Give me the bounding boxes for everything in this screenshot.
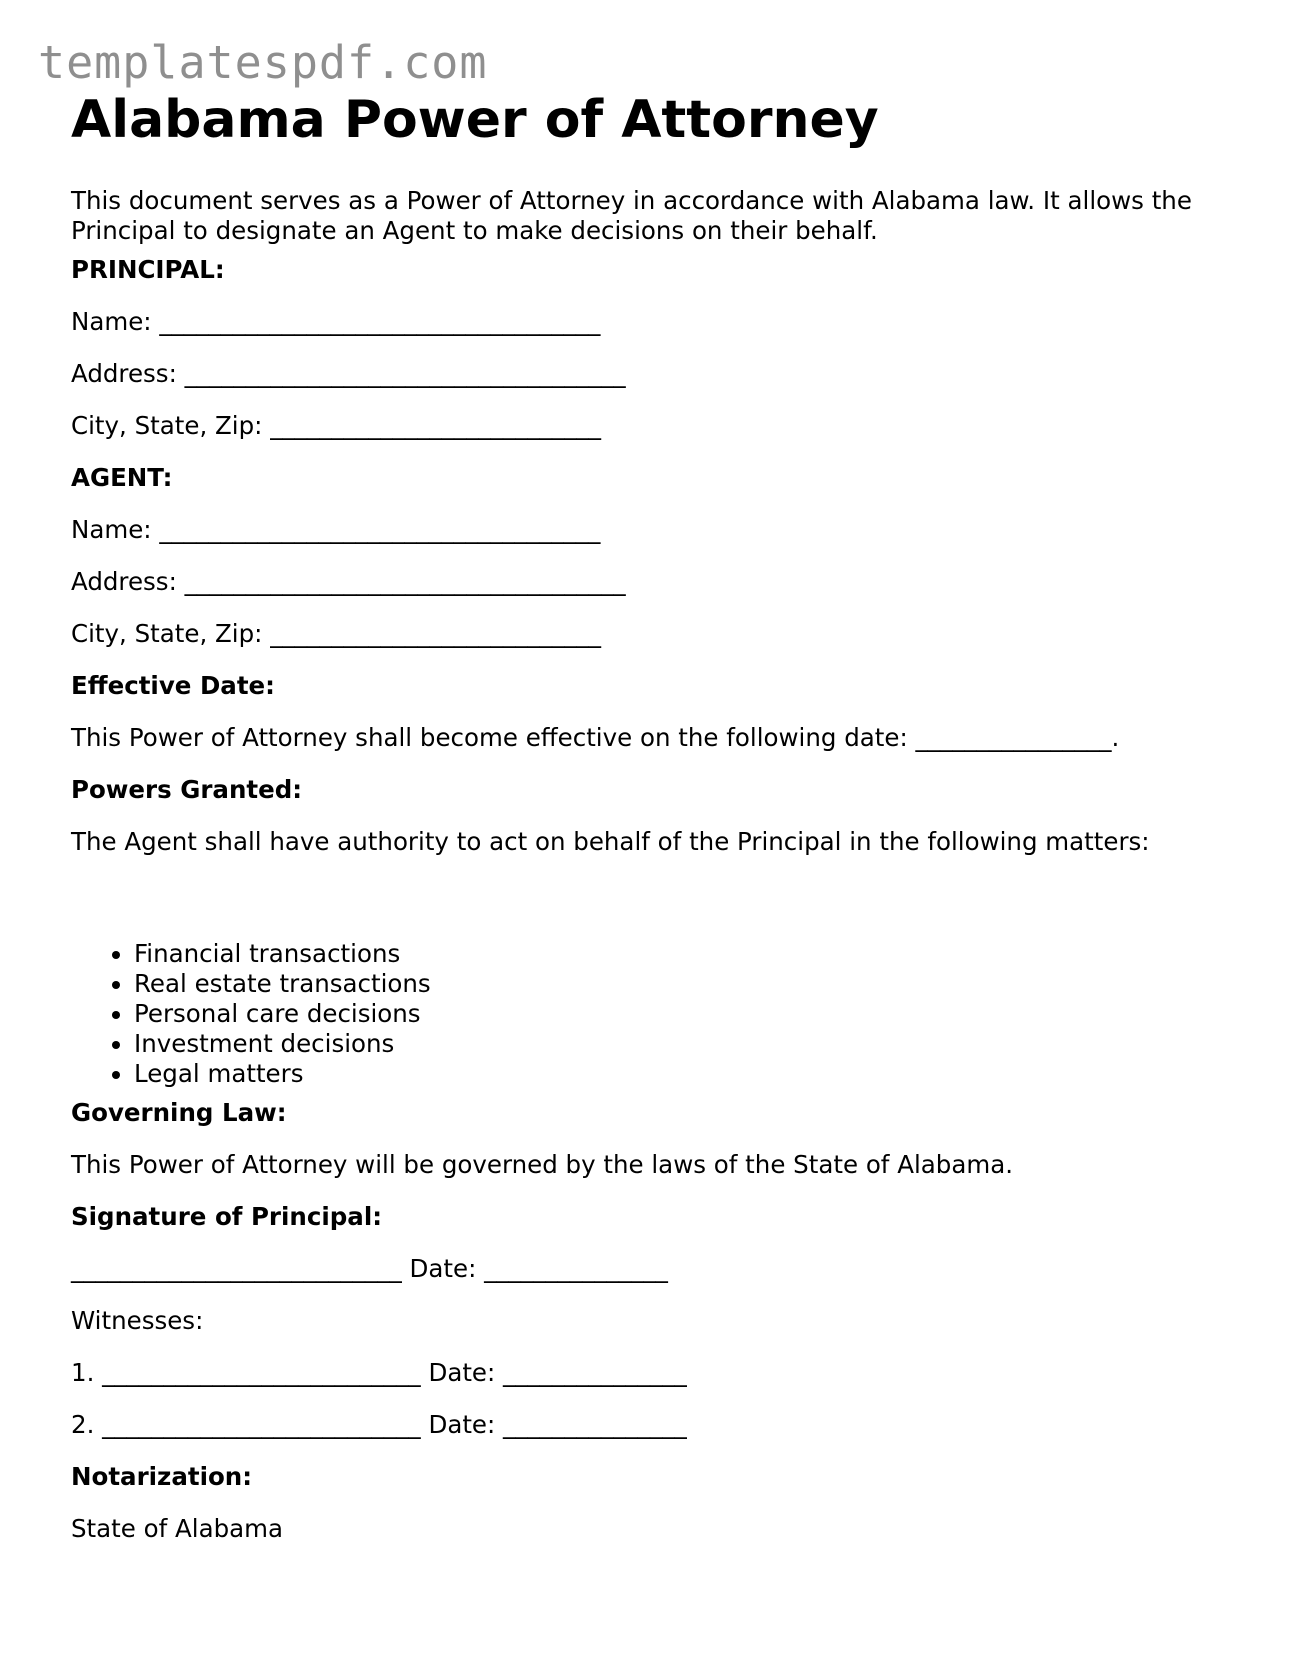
governing-law-text: This Power of Attorney will be governed by the laws of the State of Alabama. bbox=[71, 1150, 1014, 1179]
agent-address-field: Address: ____________________________________ bbox=[71, 567, 626, 596]
principal-name-field: Name: ____________________________________ bbox=[71, 307, 601, 336]
principal-city-field: City, State, Zip: ___________________________ bbox=[71, 411, 601, 440]
witness-1-line: 1. __________________________ Date: _______________ bbox=[71, 1358, 687, 1387]
governing-law-heading: Governing Law: bbox=[71, 1098, 287, 1127]
principal-heading: PRINCIPAL: bbox=[71, 255, 225, 284]
witnesses-label: Witnesses: bbox=[71, 1306, 204, 1335]
agent-name-field: Name: ____________________________________ bbox=[71, 515, 601, 544]
list-item: • Investment decisions bbox=[134, 1029, 431, 1059]
list-item: • Personal care decisions bbox=[134, 999, 431, 1029]
watermark: templatespdf.com bbox=[38, 36, 488, 89]
intro-paragraph: This document serves as a Power of Attorney in accordance with Alabama law. It allows the Principal to designate an Agent to make decisions on their behalf. bbox=[71, 186, 1192, 245]
list-item: • Financial transactions bbox=[134, 939, 431, 969]
notarization-heading: Notarization: bbox=[71, 1462, 253, 1491]
principal-address-field: Address: ____________________________________ bbox=[71, 359, 626, 388]
witness-2-line: 2. __________________________ Date: _______________ bbox=[71, 1410, 687, 1439]
list-item: • Real estate transactions bbox=[134, 969, 431, 999]
page-title: Alabama Power of Attorney bbox=[71, 90, 879, 150]
powers-heading: Powers Granted: bbox=[71, 775, 303, 804]
effective-date-text: This Power of Attorney shall become effective on the following date: ________________. bbox=[71, 723, 1120, 752]
signature-heading: Signature of Principal: bbox=[71, 1202, 383, 1231]
agent-city-field: City, State, Zip: ___________________________ bbox=[71, 619, 601, 648]
agent-heading: AGENT: bbox=[71, 463, 173, 492]
list-item: • Legal matters bbox=[134, 1059, 431, 1089]
signature-line: ___________________________ Date: _______________ bbox=[71, 1254, 668, 1283]
notarization-state: State of Alabama bbox=[71, 1514, 284, 1543]
effective-date-heading: Effective Date: bbox=[71, 671, 275, 700]
powers-list bbox=[71, 939, 431, 1089]
powers-text: The Agent shall have authority to act on behalf of the Principal in the following matters: bbox=[71, 827, 1150, 856]
